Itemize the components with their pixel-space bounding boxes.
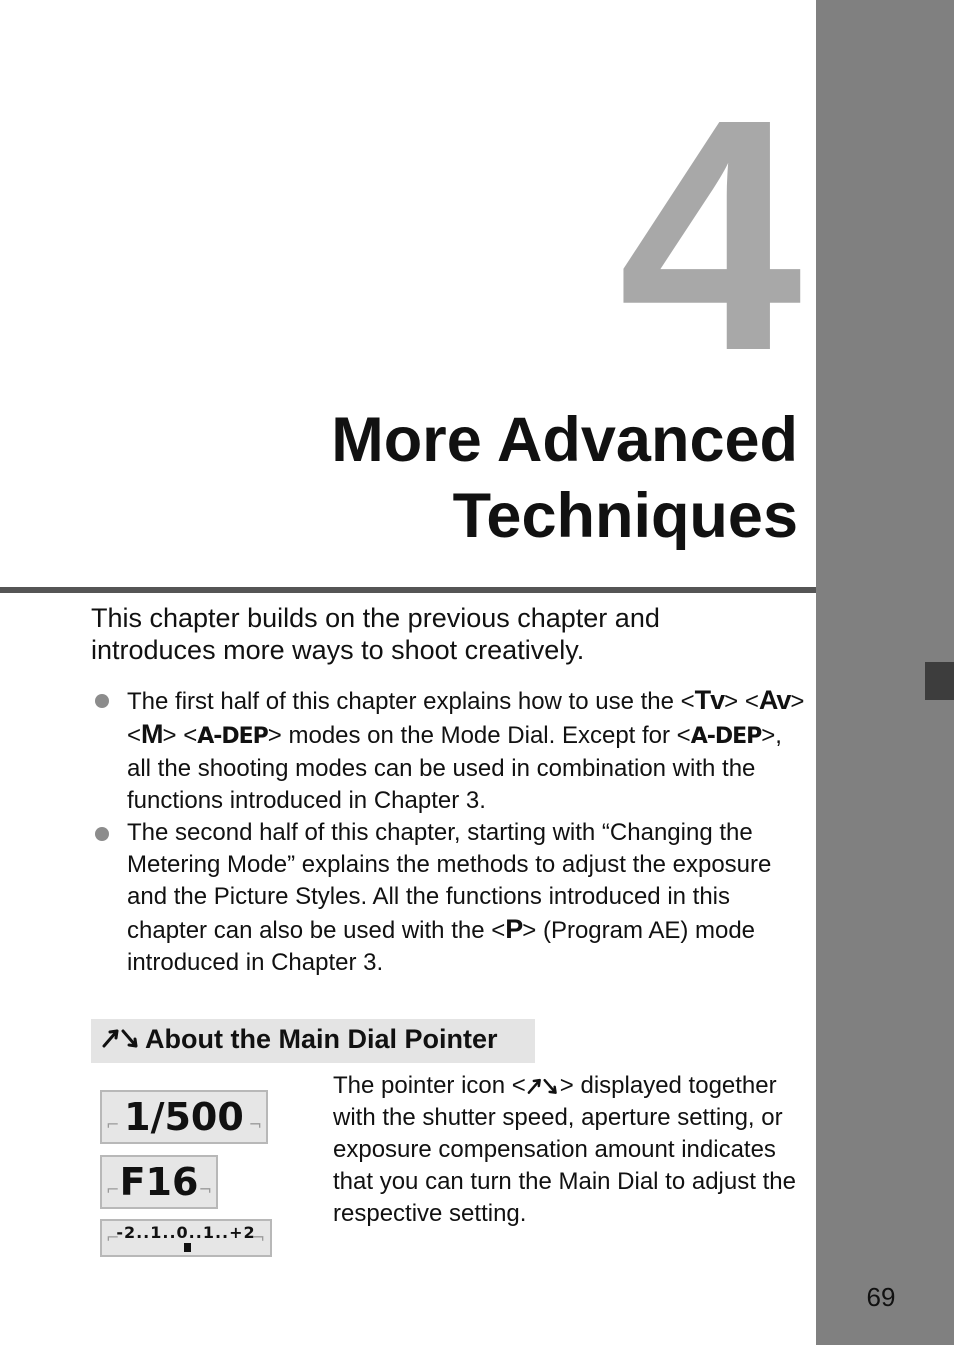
pointer-description-text: > displayed together with the shutter speed, aperture setting, or exposure compensation amount indicates that you can turn the Main Dial to adjust the respective setting.: [333, 1072, 796, 1227]
bullet-text: > modes on the Mode Dial. Except for <: [267, 722, 691, 749]
chapter-tab-marker: [925, 662, 954, 700]
bullet-text: The first half of this chapter explains how to use the <: [127, 688, 695, 715]
aperture-value: F16: [119, 1160, 199, 1204]
bullet-list: [95, 684, 805, 979]
intro-paragraph: This chapter builds on the previous chapter and introduces more ways to shoot creatively.: [91, 603, 660, 665]
bullet-text: > <: [724, 688, 759, 715]
page-number: 69: [866, 1282, 896, 1312]
shutter-speed-value: 1/500: [124, 1095, 244, 1139]
mode-adep-icon: A-DEP: [690, 724, 762, 749]
bullet-text: The second half of this chapter, starting with “Changing the Metering Mode” explains the methods to adjust the exposure and the Picture Styles. All the functions introduced in this chapter can also be used with the <: [127, 819, 772, 944]
pointer-right-icon: ¬: [251, 1228, 266, 1247]
bullet-dot-icon: [95, 694, 109, 708]
section-heading: [101, 1022, 498, 1058]
exposure-scale-value: -2..1..0..1..+2: [116, 1223, 256, 1242]
title-rule: [0, 587, 816, 593]
main-dial-pointer-icon: [101, 1024, 141, 1058]
pointer-right-icon: ¬: [198, 1180, 212, 1199]
pointer-description-text: The pointer icon <: [333, 1072, 526, 1099]
pointer-left-icon: ⌐: [106, 1228, 121, 1247]
bullet-text: > <: [162, 722, 198, 749]
pointer-left-icon: ⌐: [106, 1180, 120, 1199]
section-heading-text: About the Main Dial Pointer: [145, 1024, 498, 1054]
pointer-left-icon: ⌐: [106, 1115, 120, 1134]
lcd-exposure-scale-display: [100, 1219, 272, 1257]
bullet-text: >, all the shooting modes can be used in combination with the functions introduced in Chapter 3.: [127, 722, 782, 814]
pointer-right-icon: ¬: [248, 1115, 262, 1134]
bullet-dot-icon: [95, 827, 109, 841]
lcd-shutter-speed-display: [100, 1090, 268, 1144]
bullet-text: > (Program AE) mode introduced in Chapter 3.: [127, 917, 756, 976]
mode-tv-icon: Tv: [694, 685, 725, 715]
mode-adep-icon: A-DEP: [197, 724, 268, 749]
bullet-item: [95, 684, 805, 817]
lcd-aperture-display: [100, 1155, 218, 1209]
exposure-level-marker: [184, 1243, 191, 1252]
main-dial-pointer-icon: [526, 1072, 560, 1099]
bullet-text: > <: [127, 688, 805, 749]
chapter-title: [178, 402, 798, 554]
mode-p-icon: P: [505, 914, 523, 944]
chapter-title-line2: Techniques: [452, 481, 798, 551]
chapter-title-line1: More Advanced: [331, 405, 798, 475]
mode-av-icon: Av: [758, 685, 791, 715]
bullet-item: [95, 817, 805, 979]
chapter-number: 4: [618, 50, 794, 419]
mode-m-icon: M: [141, 719, 163, 749]
pointer-description: [333, 1070, 803, 1230]
